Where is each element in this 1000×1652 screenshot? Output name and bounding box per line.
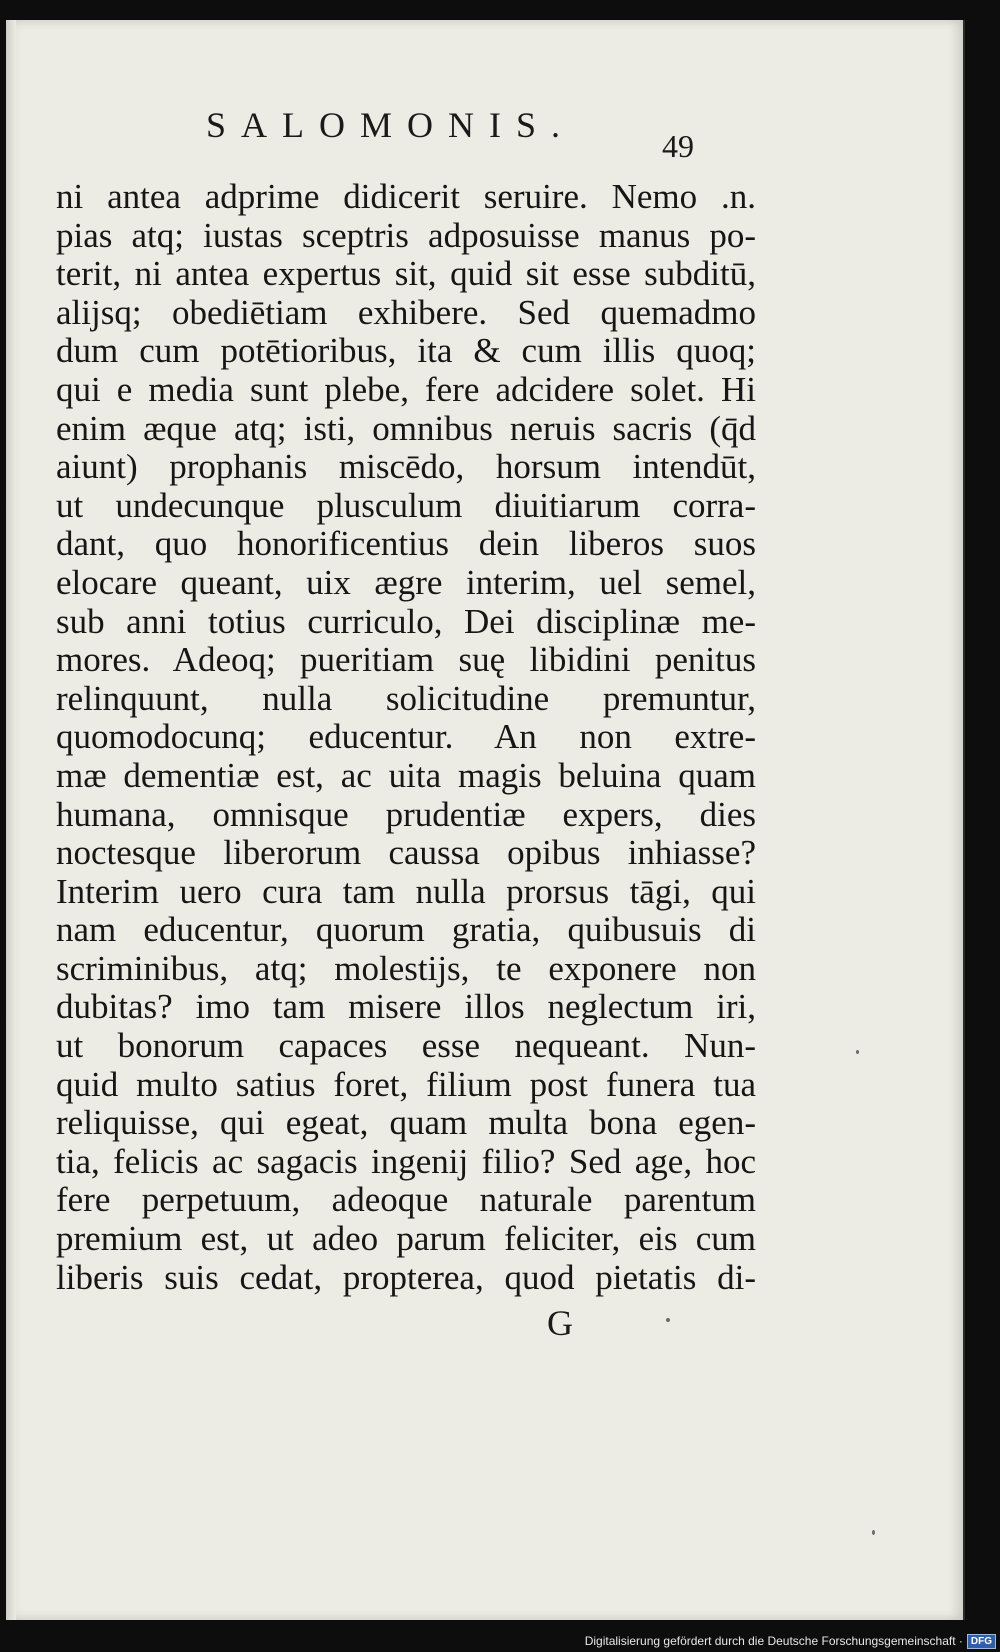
paper-speck: [856, 1050, 859, 1054]
text-line: quid multo satius foret, filium post funera tua: [56, 1064, 756, 1104]
text-line: humana, omnisque prudentiæ expers, dies: [56, 794, 756, 834]
text-line: reliquisse, qui egeat, quam multa bona egen-: [56, 1103, 756, 1143]
body-text: [56, 178, 756, 1297]
text-line: liberis suis cedat, propterea, quod pietatis di-: [56, 1257, 756, 1297]
running-head: SALOMONIS.: [206, 105, 576, 145]
text-line: dant, quo honorificentius dein liberos suos: [56, 524, 756, 564]
text-line: elocare queant, uix ægre interim, uel semel,: [56, 562, 756, 602]
text-line: pias atq; iustas sceptris adposuisse manus po-: [56, 215, 756, 255]
text-line: alijsq; obediētiam exhibere. Sed quemadmo: [56, 292, 756, 332]
text-line: sub anni totius curriculo, Dei disciplinæ me-: [56, 601, 756, 641]
text-line: qui e media sunt plebe, fere adcidere solet. Hi: [56, 369, 756, 409]
text-line: enim æque atq; isti, omnibus neruis sacris (q̄d: [56, 408, 756, 448]
text-line: mæ dementiæ est, ac uita magis beluina quam: [56, 755, 756, 795]
text-line: dubitas? imo tam misere illos neglectum iri,: [56, 987, 756, 1027]
page-number: 49: [662, 128, 694, 164]
digitization-credit-bar: [581, 1630, 1000, 1652]
text-line: ni antea adprime didicerit seruire. Nemo .n.: [56, 177, 756, 216]
text-line: aiunt) prophanis miscēdo, horsum intendūt,: [56, 447, 756, 487]
text-line: nam educentur, quorum gratia, quibusuis di: [56, 910, 756, 950]
dfg-logo: DFG: [967, 1634, 996, 1649]
text-line: ut bonorum capaces esse nequeant. Nun-: [56, 1026, 756, 1066]
text-line: premium est, ut adeo parum feliciter, eis cum: [56, 1219, 756, 1259]
digitization-credit: Digitalisierung gefördert durch die Deutsche Forschungsgemeinschaft ·: [584, 1634, 963, 1648]
book-page: [6, 20, 965, 1620]
text-line: mores. Adeoq; pueritiam suę libidini penitus: [56, 640, 756, 680]
text-line: scriminibus, atq; molestijs, te exponere non: [56, 948, 756, 988]
page-gutter-shadow: [6, 20, 16, 1620]
paper-speck: [872, 1530, 875, 1535]
text-line: tia, felicis ac sagacis ingenij filio? Sed age, hoc: [56, 1141, 756, 1181]
text-line: relinquunt, nulla solicitudine premuntur,: [56, 678, 756, 718]
paper-speck: [666, 1318, 670, 1322]
signature-mark: G: [547, 1303, 573, 1343]
text-line: dum cum potētioribus, ita & cum illis quoq;: [56, 331, 756, 371]
text-line: fere perpetuum, adeoque naturale parentum: [56, 1180, 756, 1220]
text-line: Interim uero cura tam nulla prorsus tāgi, qui: [56, 871, 756, 911]
text-line: noctesque liberorum caussa opibus inhiasse?: [56, 833, 756, 873]
text-line: ut undecunque plusculum diuitiarum corra-: [56, 485, 756, 525]
text-line: quomodocunq; educentur. An non extre-: [56, 717, 756, 757]
text-line: terit, ni antea expertus sit, quid sit esse subditū,: [56, 254, 756, 294]
